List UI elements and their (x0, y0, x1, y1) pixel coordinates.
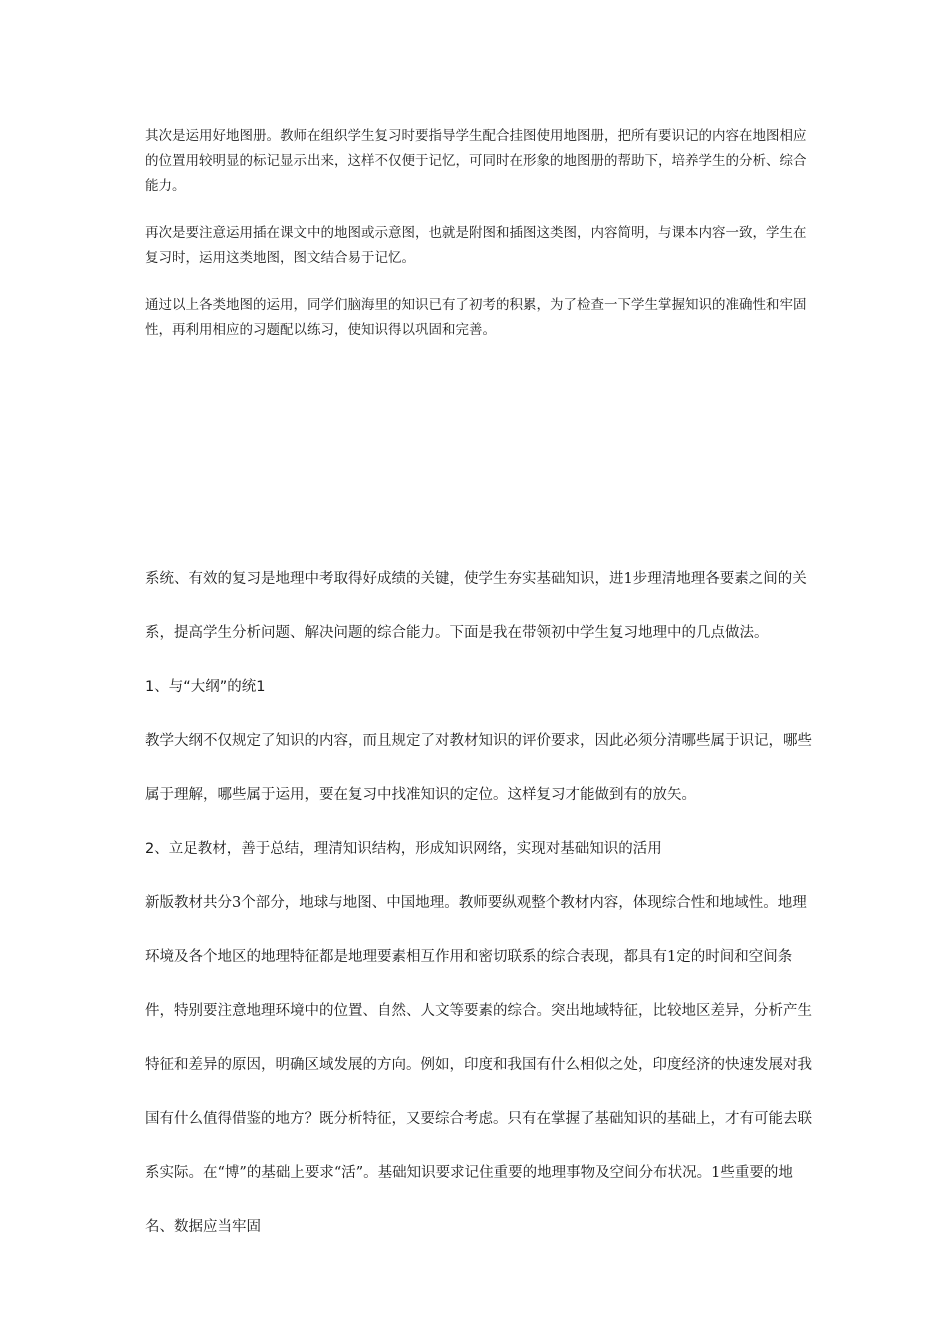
section-heading-syllabus: 1、与“大纲”的统1 (145, 679, 266, 695)
paragraph-textbook-maps: 再次是要注意运用插在课文中的地图或示意图，也就是附图和插图这类图，内容简明，与课本内容一致，学生在复习时，运用这类地图，图文结合易于记忆。 (145, 225, 807, 266)
text-block-map-review (145, 124, 815, 365)
paragraph-syllabus: 教学大纲不仅规定了知识的内容，而且规定了对教材知识的评价要求，因此必须分清哪些属于识记，哪些属于理解，哪些属于运用，要在复习中找准知识的定位。这样复习才能做到有的放矢。 (145, 733, 812, 803)
section-heading-textbook: 2、立足教材，善于总结，理清知识结构，形成知识网络，实现对基础知识的活用 (145, 841, 662, 857)
paragraph-intro: 系统、有效的复习是地理中考取得好成绩的关键，使学生夯实基础知识，进1步理清地理各要素之间的关系，提高学生分析问题、解决问题的综合能力。下面是我在带领初中学生复习地理中的几点做法。 (145, 571, 807, 641)
paragraph-atlas: 其次是运用好地图册。教师在组织学生复习时要指导学生配合挂图使用地图册，把所有要识记的内容在地图相应的位置用较明显的标记显示出来，这样不仅便于记忆，可同时在形象的地图册的帮助下，培养学生的分析、综合能力。 (145, 128, 807, 194)
text-block-review-methods (145, 552, 815, 1254)
paragraph-textbook: 新版教材共分3个部分，地球与地图、中国地理。教师要纵观整个教材内容，体现综合性和地域性。地理环境及各个地区的地理特征都是地理要素相互作用和密切联系的综合表现，都具有1定的时间和空间条件，特别要注意地理环境中的位置、自然、人文等要素的综合。突出地域特征，比较地区差异，分析产生特征和差异的原因，明确区域发展的方向。例如，印度和我国有什么相似之处，印度经济的快速发展对我国有什么值得借鉴的地方？既分析特征，又要综合考虑。只有在掌握了基础知识的基础上，才有可能去联系实际。在“博”的基础上要求“活”。基础知识要求记住重要的地理事物及空间分布状况。1些重要的地名、数据应当牢固 (145, 895, 812, 1235)
paragraph-exercises: 通过以上各类地图的运用，同学们脑海里的知识已有了初考的积累，为了检查一下学生掌握知识的准确性和牢固性，再利用相应的习题配以练习，使知识得以巩固和完善。 (145, 297, 807, 338)
